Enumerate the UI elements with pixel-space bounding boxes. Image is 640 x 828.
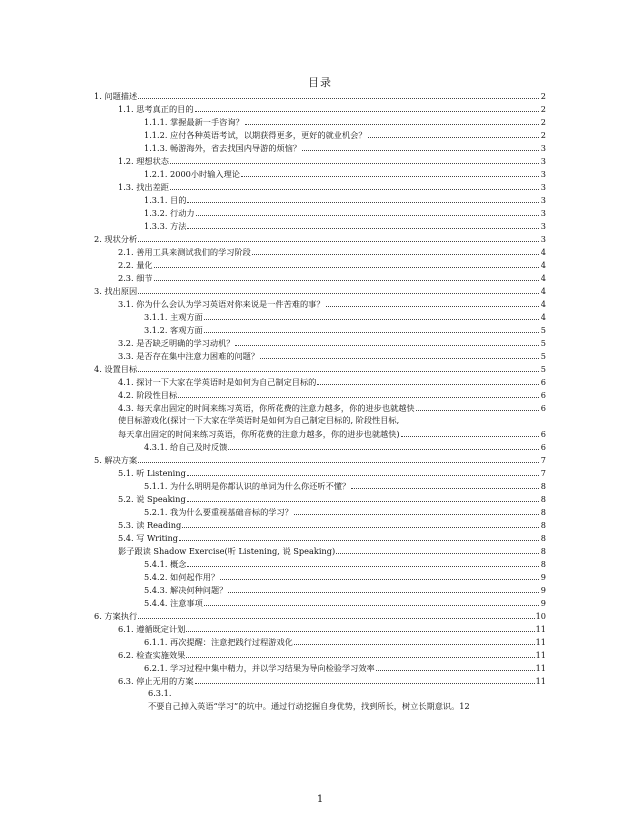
toc-entry-page: 11 [535, 676, 546, 686]
toc-entry[interactable] [94, 206, 546, 219]
toc-entry-label: 1.3.1. 目的 [144, 195, 187, 205]
toc-entry[interactable] [94, 89, 546, 102]
toc-entry-label: 2.1. 善用工具来测试我们的学习阶段 [118, 247, 251, 257]
toc-entry-label: 3.3. 是否存在集中注意力困难的问题？ [118, 351, 260, 361]
toc-entry-label: 6.1.1. 再次提醒：注意把践行过程游戏化 [144, 637, 293, 647]
dot-leader [178, 397, 539, 398]
dot-leader [241, 176, 539, 177]
toc-entry-page: 3 [540, 234, 546, 244]
table-of-contents [94, 89, 546, 713]
dot-leader [235, 345, 539, 346]
dot-leader [245, 124, 539, 125]
toc-entry-label: 2.3. 细节 [118, 273, 153, 283]
dot-leader [187, 228, 539, 229]
dot-leader [220, 579, 539, 580]
toc-entry[interactable] [94, 583, 546, 596]
toc-entry[interactable] [94, 362, 546, 375]
toc-entry-page: 5 [540, 351, 546, 361]
toc-entry-label: 影子跟读 Shadow Exercise(听 Listening, 说 Speaking) [118, 546, 336, 556]
dot-leader [336, 553, 539, 554]
dot-leader [252, 254, 539, 255]
toc-entry-label: 使目标游戏化(探讨一下大家在学英语时是如何为自己制定目标的, 阶段性目标, [118, 415, 400, 425]
toc-entry[interactable] [94, 128, 546, 141]
toc-entry-label: 4. 设置目标 [94, 364, 138, 374]
dot-leader [204, 605, 539, 606]
toc-entry[interactable] [94, 401, 546, 414]
toc-entry-page: 8 [540, 533, 546, 543]
toc-entry[interactable] [94, 531, 546, 544]
toc-entry-page: 8 [540, 546, 546, 556]
toc-entry-label: 3. 找出原因 [94, 286, 138, 296]
dot-leader [186, 631, 534, 632]
toc-entry[interactable] [94, 661, 546, 674]
toc-entry-page: 7 [540, 468, 546, 478]
toc-entry-label: 1.1. 思考真正的目的 [118, 104, 194, 114]
toc-entry[interactable] [94, 219, 546, 232]
toc-entry-label: 1. 问题描述 [94, 91, 138, 101]
dot-leader [326, 306, 539, 307]
dot-leader [138, 618, 534, 619]
toc-entry-label: 5.4.1. 概念 [144, 559, 187, 569]
toc-entry-page: 11 [535, 637, 546, 647]
toc-entry-page: 3 [540, 195, 546, 205]
toc-entry[interactable] [94, 349, 546, 362]
toc-entry-page: 4 [540, 260, 546, 270]
toc-entry-page: 10 [535, 611, 546, 621]
toc-entry[interactable] [94, 466, 546, 479]
toc-entry-label: 5.2.1. 我为什么要重视基础音标的学习？ [144, 507, 293, 517]
dot-leader [182, 527, 539, 528]
toc-entry-label: 3.2. 是否缺乏明确的学习动机？ [118, 338, 235, 348]
dot-leader [138, 241, 539, 242]
toc-entry[interactable] [94, 570, 546, 583]
toc-entry[interactable] [94, 154, 546, 167]
toc-entry-label: 1.1.1. 掌握最新一手咨询？ [144, 117, 244, 127]
toc-entry-label: 1.3.2. 行动力 [144, 208, 195, 218]
toc-entry[interactable] [94, 375, 546, 388]
toc-entry-page: 9 [540, 598, 546, 608]
dot-leader [317, 384, 539, 385]
toc-entry[interactable] [94, 388, 546, 401]
toc-entry-label: 3.1. 你为什么会认为学习英语对你来说是一件苦难的事？ [118, 299, 325, 309]
toc-entry[interactable] [94, 167, 546, 180]
dot-leader [204, 332, 539, 333]
toc-entry-page: 8 [540, 559, 546, 569]
toc-entry[interactable] [94, 505, 546, 518]
toc-entry-page: 6 [540, 390, 546, 400]
dot-leader [138, 98, 539, 99]
dot-leader [196, 215, 539, 216]
toc-entry-page: 11 [535, 663, 546, 673]
toc-entry-page: 3 [540, 169, 546, 179]
toc-entry-label: 4.3.1. 给自己及时反馈 [144, 442, 228, 452]
toc-entry[interactable] [94, 284, 546, 297]
toc-entry[interactable] [94, 518, 546, 531]
toc-entry-label: 5.4.3. 解决何种问题？ [144, 585, 228, 595]
toc-entry-label: 3.1.2. 客观方面 [144, 325, 203, 335]
toc-entry-label: 6.2.1. 学习过程中集中精力，并以学习结果为导向检验学习效率 [144, 663, 375, 673]
dot-leader [228, 592, 539, 593]
toc-entry[interactable] [94, 622, 546, 635]
toc-entry-label: 1.1.2. 应付各种英语考试，以期获得更多，更好的就业机会？ [144, 130, 367, 140]
dot-leader [376, 670, 535, 671]
toc-entry-page: 4 [540, 312, 546, 322]
toc-entry[interactable] [94, 479, 546, 492]
toc-entry-page: 3 [540, 156, 546, 166]
dot-leader [401, 436, 539, 437]
dot-leader [195, 111, 539, 112]
toc-entry-page: 9 [540, 585, 546, 595]
toc-entry[interactable] [94, 336, 546, 349]
dot-leader [170, 189, 539, 190]
toc-entry-label: 5.1. 听 Listening [118, 468, 186, 478]
toc-entry[interactable] [94, 297, 546, 310]
toc-entry-page: 2 [540, 130, 546, 140]
page-number: 1 [316, 794, 324, 805]
toc-entry[interactable] [94, 492, 546, 505]
toc-entry-label: 6.3.1. [148, 688, 172, 698]
toc-entry-page: 4 [540, 247, 546, 257]
toc-entry-label: 4.3. 每天拿出固定的时间来练习英语，你所花费的注意力越多，你的进步也就越快 [118, 403, 415, 413]
toc-entry-page: 6 [540, 377, 546, 387]
toc-entry-page: 3 [540, 143, 546, 153]
dot-leader [187, 501, 539, 502]
toc-entry-label: 3.1.1. 主观方面 [144, 312, 203, 322]
toc-entry-label: 6. 方案执行 [94, 611, 138, 621]
toc-entry[interactable] [94, 687, 546, 700]
toc-entry[interactable] [94, 180, 546, 193]
toc-entry[interactable] [94, 102, 546, 115]
dot-leader [294, 644, 535, 645]
dot-leader [170, 163, 539, 164]
toc-entry-label: 1.2.1. 2000小时输入理论 [144, 169, 240, 179]
toc-entry-page: 7 [540, 455, 546, 465]
toc-entry-label: 1.2. 理想状态 [118, 156, 169, 166]
dot-leader [187, 475, 539, 476]
toc-entry-label: 4.1. 探讨一下大家在学英语时是如何为自己制定目标的 [118, 377, 317, 387]
toc-entry[interactable] [94, 427, 546, 440]
toc-entry-label: 6.2. 检查实施效果 [118, 650, 186, 660]
toc-entry[interactable] [94, 193, 546, 206]
dot-leader [416, 410, 539, 411]
dot-leader [138, 462, 539, 463]
dot-leader [260, 358, 539, 359]
toc-entry[interactable] [94, 609, 546, 622]
dot-leader [179, 540, 539, 541]
toc-entry-page: 2 [540, 117, 546, 127]
toc-entry-page: 8 [540, 481, 546, 491]
page-title: 目录 [308, 76, 332, 89]
dot-leader [138, 293, 539, 294]
toc-entry[interactable] [94, 310, 546, 323]
toc-entry-label: 1.1.3. 畅游海外，省去找国内导游的烦恼？ [144, 143, 302, 153]
dot-leader [154, 280, 539, 281]
toc-entry[interactable] [94, 557, 546, 570]
toc-entry[interactable] [94, 635, 546, 648]
toc-entry-page: 2 [540, 104, 546, 114]
toc-entry[interactable] [94, 323, 546, 336]
dot-leader [368, 137, 539, 138]
dot-leader [351, 488, 539, 489]
dot-leader [204, 319, 539, 320]
toc-entry-page: 6 [540, 403, 546, 413]
dot-leader [187, 566, 539, 567]
toc-entry-page: 3 [540, 208, 546, 218]
toc-entry-page: 5 [540, 364, 546, 374]
dot-leader [138, 371, 539, 372]
toc-entry-page: 8 [540, 520, 546, 530]
dot-leader [186, 657, 534, 658]
toc-entry[interactable] [94, 414, 546, 427]
dot-leader [228, 449, 539, 450]
toc-entry-label: 5.2. 说 Speaking [118, 494, 186, 504]
toc-entry-label: 不要自己掉入英语“学习”的坑中。通过行动挖掘自身优势，找到所长，树立长期意识。12 [148, 701, 470, 711]
toc-entry-label: 5.4.2. 如何起作用？ [144, 572, 220, 582]
dot-leader [302, 150, 539, 151]
toc-entry[interactable] [94, 141, 546, 154]
toc-entry-page: 4 [540, 273, 546, 283]
toc-entry-page: 2 [540, 91, 546, 101]
toc-entry-page: 6 [540, 429, 546, 439]
toc-entry[interactable] [94, 271, 546, 284]
toc-entry[interactable] [94, 648, 546, 661]
toc-entry-label: 5.3. 读 Reading [118, 520, 182, 530]
toc-entry-page: 9 [540, 572, 546, 582]
toc-entry[interactable] [94, 232, 546, 245]
toc-entry-page: 8 [540, 494, 546, 504]
toc-entry-label: 6.3. 停止无用的方案 [118, 676, 194, 686]
toc-entry[interactable] [94, 258, 546, 271]
toc-entry-page: 4 [540, 299, 546, 309]
toc-entry-label: 每天拿出固定的时间来练习英语，你所花费的注意力越多，你的进步也就越快) [118, 429, 400, 439]
toc-entry-page: 6 [540, 442, 546, 452]
toc-entry-page: 11 [535, 650, 546, 660]
toc-entry-label: 2. 现状分析 [94, 234, 138, 244]
toc-entry-label: 6.1. 遵循既定计划 [118, 624, 186, 634]
toc-entry[interactable] [94, 440, 546, 453]
toc-entry-page: 4 [540, 286, 546, 296]
toc-entry[interactable] [94, 453, 546, 466]
toc-entry-label: 5.1.1. 为什么明明是你都认识的单词为什么你还听不懂？ [144, 481, 351, 491]
toc-entry-page: 11 [535, 624, 546, 634]
dot-leader [294, 514, 539, 515]
toc-entry[interactable] [94, 115, 546, 128]
toc-entry-page: 5 [540, 325, 546, 335]
toc-entry[interactable] [94, 700, 546, 713]
toc-entry-label: 5. 解决方案 [94, 455, 138, 465]
toc-entry[interactable] [94, 674, 546, 687]
dot-leader [195, 683, 535, 684]
toc-entry-label: 5.4. 写 Writing [118, 533, 179, 543]
toc-entry-label: 4.2. 阶段性目标 [118, 390, 178, 400]
toc-entry-page: 3 [540, 182, 546, 192]
toc-entry[interactable] [94, 596, 546, 609]
toc-entry-page: 5 [540, 338, 546, 348]
toc-entry[interactable] [94, 544, 546, 557]
toc-entry-page: 8 [540, 507, 546, 517]
toc-entry-page: 3 [540, 221, 546, 231]
toc-entry[interactable] [94, 245, 546, 258]
toc-entry-label: 1.3.3. 方法 [144, 221, 187, 231]
toc-entry-label: 5.4.4. 注意事项 [144, 598, 203, 608]
toc-entry-label: 1.3. 找出差距 [118, 182, 169, 192]
dot-leader [154, 267, 539, 268]
toc-entry-label: 2.2. 量化 [118, 260, 153, 270]
dot-leader [187, 202, 539, 203]
